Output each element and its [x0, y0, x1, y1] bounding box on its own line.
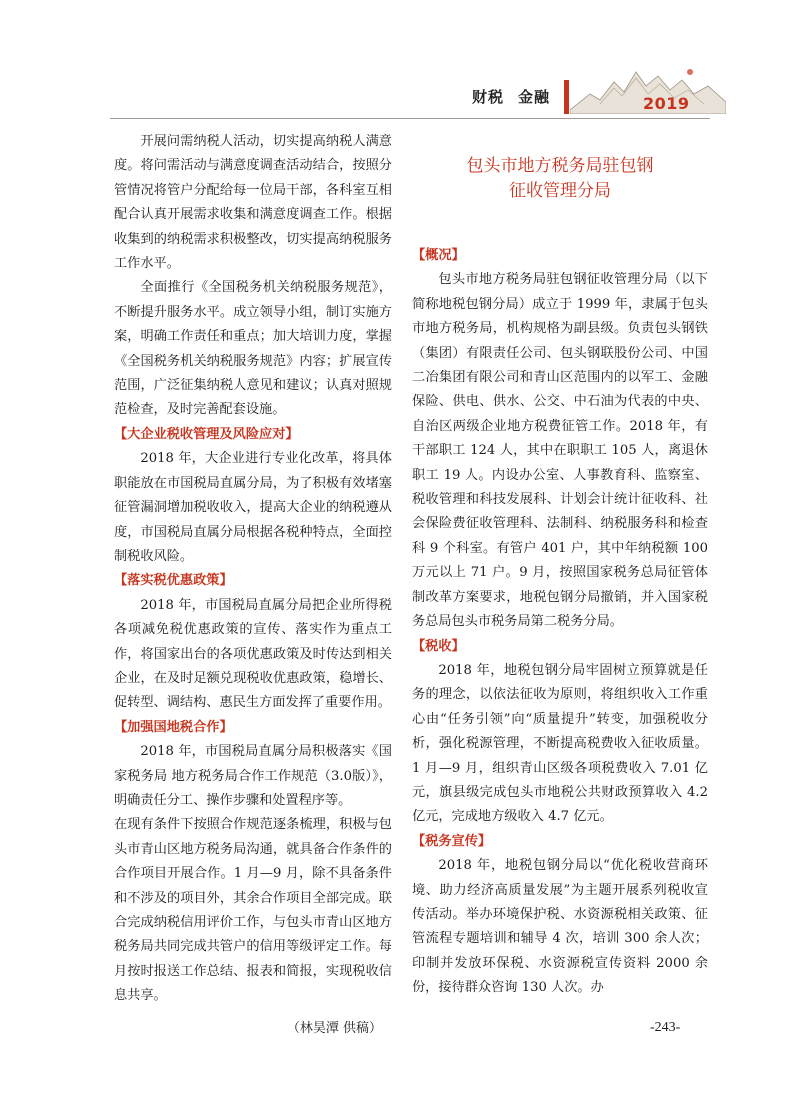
section-heading-tax-preference: 【落实税优惠政策】: [114, 573, 233, 589]
article-title: [412, 154, 708, 204]
header-divider: [110, 118, 710, 119]
section-heading-overview: 【概况】: [412, 248, 465, 263]
paragraph: 2018 年，大企业进行专业化改革，将具体职能放在市国税局直属分局，为了积极有效堵塞征管漏洞增加税收收入，提高大企业的纳税遵从度，市国税局直属分局根据各税种特点，全面控制税收风险。: [114, 451, 392, 564]
header-section-finance-tax: 财税: [472, 88, 505, 106]
paragraph: 在现有条件下按照合作规范逐条梳理，积极与包头市青山区地方税务局沟通，就具备合作条件的合作项目开展合作。1 月—9 月，除不具备条件和不涉及的项目外，其余合作项目全部完成。联合完成纳税信用评价工作，与包头市青山区地方税务局共同完成共管户的信用等级评定工作。每月按时报送工作总结、报表和简报，实现税收信息共享。: [114, 817, 392, 1004]
paragraph: 2018 年，市国税局直属分局把企业所得税各项减免税优惠政策的宣传、落实作为重点工作，将国家出台的各项优惠政策及时传达到相关企业，在及时足额兑现税收优惠政策，稳增长、促转型、调结构、惠民生方面发挥了重要作用。: [114, 597, 392, 711]
paragraph: 2018 年，地税包钢分局牢固树立预算就是任务的理念，以依法征收为原则，将组织收入工作重心由“任务引领”向“质量提升”转变，加强税收分析，强化税源管理，不断提高税费收入征收质量。1 月—9 月，组织青山区级各项税费收入 7.01 亿元，旗县级完成包头市地税公共财政预算收入 4.2 亿元，完成地方级收入 4.7 亿元。: [412, 662, 708, 825]
section-heading-cooperation: 【加强国地税合作】: [114, 719, 233, 735]
header-year: 2019: [643, 94, 690, 113]
paragraph: 全面推行《全国税务机关纳税服务规范》，不断提升服务水平。成立领导小组，制订实施方案，明确工作责任和重点；加大培训力度，掌握《全国税务机关纳税服务规范》内容；扩展宣传范围，广泛征集纳税人意见和建议；认真对照规范检查，及时完善配套设施。: [114, 280, 392, 418]
paragraph: 2018 年，地税包钢分局以“优化税收营商环境、助力经济高质量发展”为主题开展系列税收宣传活动。举办环境保护税、水资源税相关政策、征管流程专题培训和辅导 4 次，培训 300 余人次；印制并发放环保税、水资源税宣传资料 2000 余份，接待群众咨询 130 人次。办: [412, 858, 708, 996]
left-column: [114, 130, 392, 1041]
section-heading-revenue: 【税收】: [412, 638, 465, 654]
article-title-line-2: 征收管理分局: [509, 181, 611, 201]
author-credit: （林昊潭 供稿）: [286, 1020, 382, 1036]
section-heading-publicity: 【税务宣传】: [412, 833, 492, 849]
section-heading-large-enterprise: 【大企业税收管理及风险应对】: [114, 426, 299, 442]
running-header-section: [472, 86, 550, 107]
article-title-line-1: 包头市地方税务局驻包钢: [466, 156, 654, 176]
paragraph: 2018 年，市国税局直属分局积极落实《国家税务局 地方税务局合作工作规范（3.0版）》，明确责任分工、操作步骤和处置程序等。: [114, 744, 392, 808]
paragraph: 开展问需纳税人活动，切实提高纳税人满意度。将问需活动与满意度调查活动结合，按照分管情况将管户分配给每一位局干部，各科室互相配合认真开展需求收集和满意度调查工作。根据收集到的纳税需求积极整改，切实提高纳税服务工作水平。: [114, 134, 392, 272]
page-number: -243-: [650, 1020, 681, 1035]
paragraph: 包头市地方税务局驻包钢征收管理分局（以下简称地税包钢分局）成立于 1999 年，隶属于包头市地方税务局，机构规格为副县级。负责包头钢铁（集团）有限责任公司、包头钢联股份公司、中国二冶集团有限公司和青山区范围内的以军工、金融保险、供电、供水、公交、中石油为代表的中央、自治区两级企业地方税费征管工作。2018 年，有干部职工 124 人，其中在职职工 105 人，离退休职工 19 人。内设办公室、人事教育科、监察室、税收管理和科技发展科、计划会计统计征收科、社会保险费征收管理科、法制科、纳税服务科和检查科 9 个科室。有管户 401 户，其中年纳税额 100 万元以上 71 户。9 月，按照国家税务总局征管体制改革方案要求，地税包钢分局撤销，并入国家税务总局包头市税务局第二税务分局。: [412, 272, 708, 630]
header-section-finance: 金融: [518, 88, 551, 106]
right-column: [412, 154, 708, 1001]
header-accent-bar: [564, 80, 569, 114]
